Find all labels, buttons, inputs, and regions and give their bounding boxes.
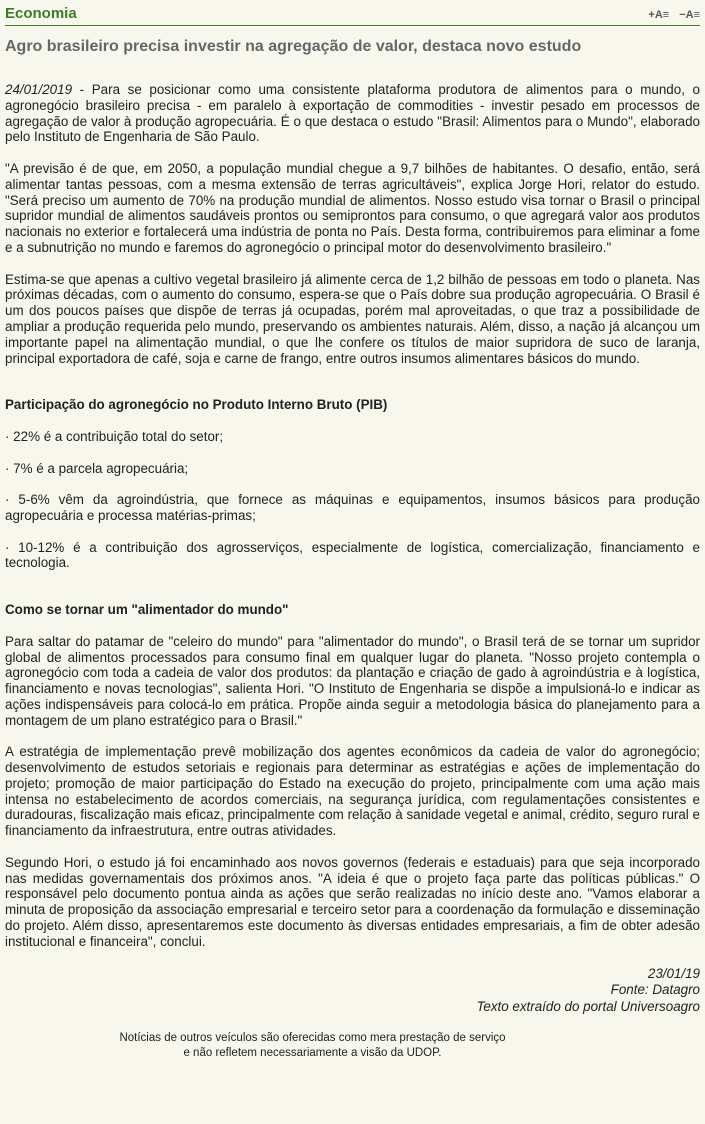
paragraph: "A previsão é de que, em 2050, a população mundial chegue a 9,7 bilhões de habitantes. O desafio, então, será alimentar tantas pessoas, com a mesma extensão de terras agricultáveis", explica Jorge Hori, relator do estudo. "Será preciso um aumento de 70% na produção mundial de alimentos. Nosso estudo visa tornar o Brasil o principal supridor mundial de alimentos saudáveis prontos ou semiprontos para consumo, o que agregará valor aos produtos nacionais no exterior e fortalecerá uma indústria de ponta no País. Desta forma, contribuiremos para eliminar a fome e a subnutrição no mundo e faremos do agronegócio o principal motor do desenvolvimento brasileiro." xyxy=(5,160,700,255)
article-body xyxy=(5,82,700,950)
bullet-item: · 10-12% é a contribuição dos agrosserviços, especialmente de logística, comercialização, financiamento e tecnologia. xyxy=(5,539,700,571)
article-date: 24/01/2019 xyxy=(5,82,73,97)
signature-date: 23/01/19 xyxy=(647,965,700,981)
subheading-pib: Participação do agronegócio no Produto Interno Bruto (PIB) xyxy=(5,397,388,413)
bullet-item: · 5-6% vêm da agroindústria, que fornece as máquinas e equipamentos, insumos básicos para produção agropecuária e processa matérias-primas; xyxy=(5,492,700,523)
disclaimer-line-1: Notícias de outros veículos são oferecidas como mera prestação de serviço xyxy=(119,1032,506,1045)
decrease-font-button[interactable]: −A≡ xyxy=(679,9,700,21)
paragraph: Para saltar do patamar de "celeiro do mundo" para "alimentador do mundo", o Brasil terá de se tornar um supridor global de alimentos processados para consumo final em qualquer lugar do planeta. "Nosso projeto contempla o agronegócio com toda a cadeia de valor dos produtos: da plantação e criação de gado à agroindústria e à logística, financiamento e novas tecnologias", salienta Hori. "O Instituto de Engenharia se dispõe a impulsioná-lo e indicar as ações indispensáveis para colocá-lo em prática. Propõe ainda seguir a metodologia básica do planejamento para a montagem de um plano estratégico para o Brasil." xyxy=(5,633,700,728)
article-title: Agro brasileiro precisa investir na agregação de valor, destaca novo estudo xyxy=(5,38,582,55)
font-size-controls xyxy=(648,9,700,25)
lead-text: - Para se posicionar como uma consistente plataforma produtora de alimentos para o mundo, o agronegócio brasileiro precisa - em paralelo à exportação de commodities - investir pesado em processos de agregação de valor à produção agropecuária. É o que destaca o estudo "Brasil: Alimentos para o Mundo", elaborado pelo Instituto de Engenharia de São Paulo. xyxy=(5,82,700,145)
bullet-item: · 22% é a contribuição total do setor; xyxy=(5,428,224,444)
lead-paragraph xyxy=(5,82,700,145)
paragraph: A estratégia de implementação prevê mobilização dos agentes econômicos da cadeia de valor do agronegócio; desenvolvimento de estudos setoriais e regionais para determinar as estratégias e ações de implementação do projeto; promoção de maior participação do Estado na execução do projeto, principalmente com uma ação mais intensa no estabelecimento de acordos comerciais, na segurança jurídica, com regulamentações consistentes e duradouras, fiscalização mais eficaz, principalmente com relação à sanidade vegetal e animal, crédito, seguro rural e financiamento da infraestrutura, entre outras atividades. xyxy=(5,744,700,839)
bullet-item: · 7% é a parcela agropecuária; xyxy=(5,460,189,476)
disclaimer-line-2: e não refletem necessariamente a visão da UDOP. xyxy=(183,1047,442,1060)
section-header xyxy=(5,0,700,26)
paragraph: Segundo Hori, o estudo já foi encaminhado aos novos governos (federais e estaduais) para que seja incorporado nas medidas governamentais dos próximos anos. "A ideia é que o projeto faça parte das políticas públicas." O responsável pelo documento pontua ainda as ações que serão realizadas no início deste ano. "Vamos elaborar a minuta de proposição da associação empresarial e terceiro setor para a coordenação da formulação e disseminação do projeto. Além disso, apresentaremos este documento às diversas entidades empresariais, a fim de obter adesão institucional e financeira", conclui. xyxy=(5,854,700,949)
article-signature xyxy=(5,966,700,1016)
section-title: Economia xyxy=(5,5,77,22)
paragraph: Estima-se que apenas a cultivo vegetal brasileiro já alimente cerca de 1,2 bilhão de pessoas em todo o planeta. Nas próximas décadas, com o aumento do consumo, espera-se que o País dobre sua produção agropecuária. O Brasil é um dos poucos países que dispõe de terras já ocupadas, porém mal aproveitadas, o que traz a possibilidade de ampliar a produção requerida pelo mundo, preservando os ambientes naturais. Além, disso, a nação já alcançou um importante papel na alimentação mundial, o que lhe confere os títulos de maior supridora de suco de laranja, principal exportadora de café, soja e carne de frango, entre outros insumos alimentares básicos do mundo. xyxy=(5,271,700,366)
signature-portal: Texto extraído do portal Universoagro xyxy=(476,998,700,1014)
subheading-alimentador: Como se tornar um "alimentador do mundo" xyxy=(5,602,289,618)
increase-font-button[interactable]: +A≡ xyxy=(648,9,670,21)
disclaimer xyxy=(0,1031,705,1061)
signature-source: Fonte: Datagro xyxy=(610,982,700,998)
